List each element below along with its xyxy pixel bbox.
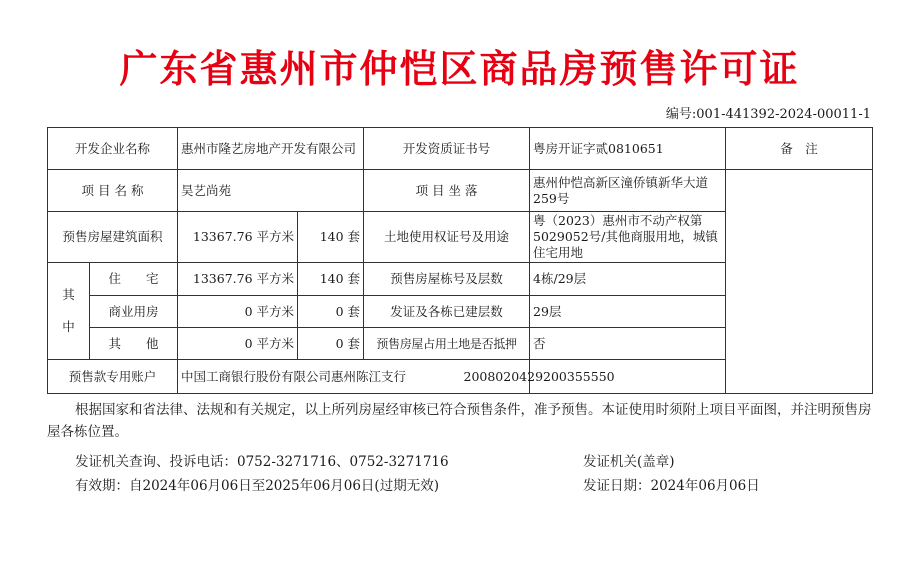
land-cert-label: 土地使用权证号及用途 [364, 212, 530, 263]
location-value: 惠州仲恺高新区潼侨镇新华大道259号 [530, 170, 726, 212]
built-floors-value: 29层 [530, 296, 726, 328]
other-label: 其 他 [90, 328, 178, 360]
built-floors-label: 发证及各栋已建层数 [364, 296, 530, 328]
other-area-value: 0 平方米 [178, 328, 298, 360]
remarks-label: 备 注 [726, 128, 873, 170]
developer-label: 开发企业名称 [48, 128, 178, 170]
issuer-seal-text: 发证机关(盖章) [583, 454, 675, 470]
residential-area-value: 13367.76 平方米 [178, 263, 298, 296]
developer-value: 惠州市隆艺房地产开发有限公司 [178, 128, 364, 170]
residential-units-value: 140 套 [298, 263, 364, 296]
presale-area-value: 13367.76 平方米 [178, 212, 298, 263]
mortgage-value: 否 [530, 328, 726, 360]
permit-serial-number: 编号:001-441392-2024-00011-1 [665, 107, 871, 122]
permit-title: 广东省惠州市仲恺区商品房预售许可证 [119, 47, 800, 91]
residential-label: 住 宅 [90, 263, 178, 296]
presale-units-value: 140 套 [298, 212, 364, 263]
building-value: 4栋/29层 [530, 263, 726, 296]
of-which-label [48, 263, 90, 360]
table-row [48, 128, 873, 170]
issue-date-text: 发证日期：2024年06月06日 [583, 478, 760, 494]
permit-statement: 根据国家和省法律、法规和有关规定，以上所列房屋经审核已符合预售条件，准予预售。本证使用时须附上项目平面图，并注明预售房屋各栋位置。 [47, 402, 872, 440]
hotline-text: 发证机关查询、投诉电话：0752-3271716、0752-3271716 [75, 454, 449, 470]
commercial-units-value: 0 套 [298, 296, 364, 328]
account-number: 2008020429200355550 [463, 368, 615, 384]
location-label: 项 目 坐 落 [364, 170, 530, 212]
land-cert-value: 粤（2023）惠州市不动产权第5029052号/其他商服用地，城镇住宅用地 [530, 212, 726, 263]
table-row [48, 170, 873, 212]
presale-area-label: 预售房屋建筑面积 [48, 212, 178, 263]
project-label: 项 目 名 称 [48, 170, 178, 212]
permit-table [47, 127, 873, 394]
qualification-value: 粤房开证字贰0810651 [530, 128, 726, 170]
other-units-value: 0 套 [298, 328, 364, 360]
commercial-label: 商业用房 [90, 296, 178, 328]
commercial-area-value: 0 平方米 [178, 296, 298, 328]
of-which-text: 其中 [62, 287, 75, 334]
validity-text: 有效期：自2024年06月06日至2025年06月06日(过期无效) [75, 478, 439, 494]
remarks-cell [726, 170, 873, 394]
bank-value [178, 360, 615, 394]
project-value: 昊艺尚苑 [178, 170, 364, 212]
mortgage-label: 预售房屋占用土地是否抵押 [364, 328, 530, 360]
building-label: 预售房屋栋号及层数 [364, 263, 530, 296]
account-label: 预售款专用账户 [48, 360, 178, 394]
bank-name: 中国工商银行股份有限公司惠州陈江支行 [181, 368, 407, 384]
qualification-label: 开发资质证书号 [364, 128, 530, 170]
